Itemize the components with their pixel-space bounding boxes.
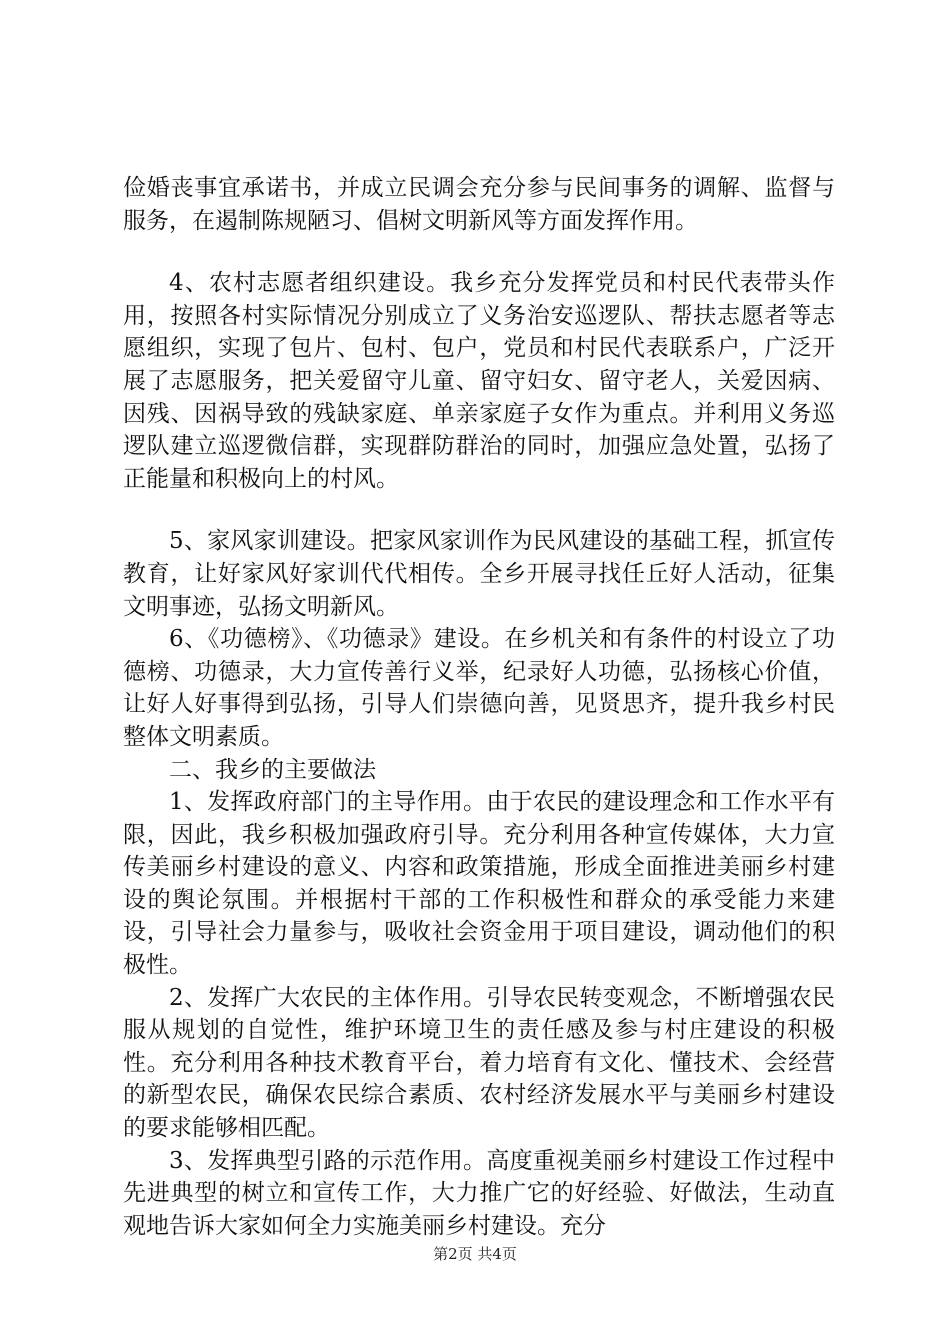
document-body <box>123 172 835 1242</box>
paragraph-farmer-role: 2、发挥广大农民的主体作用。引导农民转变观念，不断增强农民服从规划的自觉性，维护环境卫生的责任感及参与村庄建设的积极性。充分利用各种技术教育平台，着力培育有文化、懂技术、会经营的新型农民，确保农民综合素质、农村经济发展水平与美丽乡村建设的要求能够相匹配。 <box>123 984 835 1142</box>
page-number-footer: 第2页 共4页 <box>433 1245 517 1263</box>
paragraph-merit-list: 6、《功德榜》、《功德录》建设。在乡机关和有条件的村设立了功德榜、功德录，大力宣传善行义举，纪录好人功德，弘扬核心价值，让好人好事得到弘扬，引导人们崇德向善，见贤思齐，提升我乡村民整体文明素质。 <box>123 626 835 750</box>
paragraph-volunteer-organization: 4、农村志愿者组织建设。我乡充分发挥党员和村民代表带头作用，按照各村实际情况分别成立了义务治安巡逻队、帮扶志愿者等志愿组织，实现了包片、包村、包户，党员和村民代表联系户，广泛开展了志愿服务，把关爱留守儿童、留守妇女、留守老人，关爱因病、因残、因祸导致的残缺家庭、单亲家庭子女作为重点。并利用义务巡逻队建立巡逻微信群，实现群防群治的同时，加强应急处置，弘扬了正能量和积极向上的村风。 <box>123 270 835 492</box>
paragraph-government-role: 1、发挥政府部门的主导作用。由于农民的建设理念和工作水平有限，因此，我乡积极加强政府引导。充分利用各种宣传媒体，大力宣传美丽乡村建设的意义、内容和政策措施，形成全面推进美丽乡村建设的舆论氛围。并根据村干部的工作积极性和群众的承受能力来建设，引导社会力量参与，吸收社会资金用于项目建设，调动他们的积极性。 <box>123 789 835 979</box>
paragraph-family-tradition: 5、家风家训建设。把家风家训作为民风建设的基础工程，抓宣传教育，让好家风好家训代代相传。全乡开展寻找任丘好人活动，征集文明事迹，弘扬文明新风。 <box>123 528 835 620</box>
paragraph-model-role: 3、发挥典型引路的示范作用。高度重视美丽乡村建设工作过程中先进典型的树立和宣传工作，大力推广它的好经验、好做法，生动直观地告诉大家如何全力实施美丽乡村建设。充分 <box>123 1147 835 1239</box>
section-heading-main-practices: 二、我乡的主要做法 <box>169 756 376 783</box>
paragraph-continuation: 俭婚丧事宜承诺书，并成立民调会充分参与民间事务的调解、监督与服务，在遏制陈规陋习、倡树文明新风等方面发挥作用。 <box>123 175 835 234</box>
